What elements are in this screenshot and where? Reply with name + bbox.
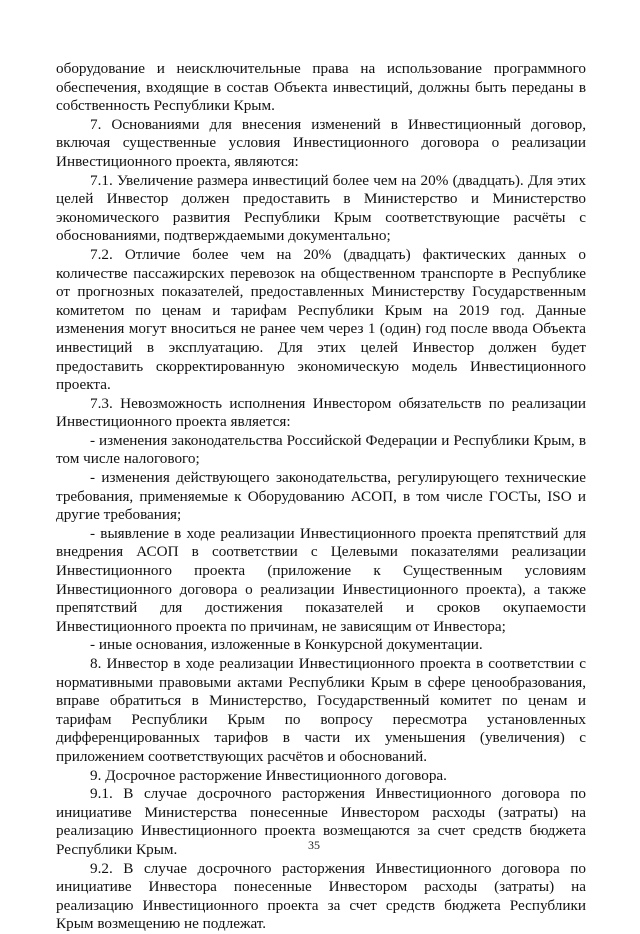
paragraph-7-2: 7.2. Отличие более чем на 20% (двадцать) фактических данных о количестве пассажирских перевозок на общественном транспорте в Республике от прогнозных показателей, предоставленных Министерству Государственным комитетом по ценам и тарифам Республики Крым на 2019 год. Данные изменения могут вноситься не ранее чем через 1 (один) год после ввода Объекта инвестиций в эксплуатацию. Для этих целей Инвестор должен будет предоставить скорректированную экономическую модель Инвестиционного проекта. xyxy=(56,245,586,394)
paragraph-7: 7. Основаниями для внесения изменений в Инвестиционный договор, включая существенные условия Инвестиционного договора о реализации Инвестиционного проекта, являются: xyxy=(56,115,586,170)
document-body xyxy=(56,60,586,934)
paragraph-7-1: 7.1. Увеличение размера инвестиций более чем на 20% (двадцать). Для этих целей Инвестор должен предоставить в Министерство и Министерство экономического развития Республики Крым соответствующие расчёты с обоснованиями, подтверждаемыми документально; xyxy=(56,171,586,245)
list-item-technical-requirements: - изменения действующего законодательства, регулирующего технические требования, применяемые к Оборудованию АСОП, в том числе ГОСТы, ISO и другие требования; xyxy=(56,469,586,524)
paragraph-8: 8. Инвестор в ходе реализации Инвестиционного проекта в соответствии с нормативными правовыми актами Республики Крым в сфере ценообразования, вправе обратиться в Министерство, Государственный комитет по ценам и тарифам Республики Крым по вопросу пересмотра установленных дифференцированных тарифов в части их уменьшения (увеличения) с приложением соответствующих расчётов и обоснований. xyxy=(56,655,586,765)
paragraph-9-1: 9.1. В случае досрочного расторжения Инвестиционного договора по инициативе Министерства понесенные Инвестором расходы (затраты) на реализацию Инвестиционного проекта возмещаются за счет средств бюджета Республики Крым. xyxy=(56,785,586,858)
paragraph-7-3: 7.3. Невозможность исполнения Инвестором обязательств по реализации Инвестиционного проекта является: xyxy=(56,394,586,431)
list-item-other-grounds: - иные основания, изложенные в Конкурсной документации. xyxy=(90,636,483,654)
list-item-legislation: - изменения законодательства Российской Федерации и Республики Крым, в том числе налогового; xyxy=(56,431,586,468)
paragraph-9: 9. Досрочное расторжение Инвестиционного договора. xyxy=(90,766,447,784)
paragraph-continuation: оборудование и неисключительные права на использование программного обеспечения, входящие в состав Объекта инвестиций, должны быть переданы в собственность Республики Крым. xyxy=(56,60,586,115)
page-number: 35 xyxy=(308,838,320,852)
list-item-obstacles: - выявление в ходе реализации Инвестиционного проекта препятствий для внедрения АСОП в соответствии с Целевыми показателями реализации Инвестиционного проекта (приложение к Существенным условиям Инвестиционного договора о реализации Инвестиционного проекта), а также препятствий для достижения показателей и сроков окупаемости Инвестиционного проекта по причинам, не зависящим от Инвестора; xyxy=(56,524,586,635)
paragraph-9-2: 9.2. В случае досрочного расторжения Инвестиционного договора по инициативе Инвестора понесенные Инвестором расходы (затраты) на реализацию Инвестиционного проекта за счет средств бюджета Республики Крым возмещению не подлежат. xyxy=(56,859,586,933)
